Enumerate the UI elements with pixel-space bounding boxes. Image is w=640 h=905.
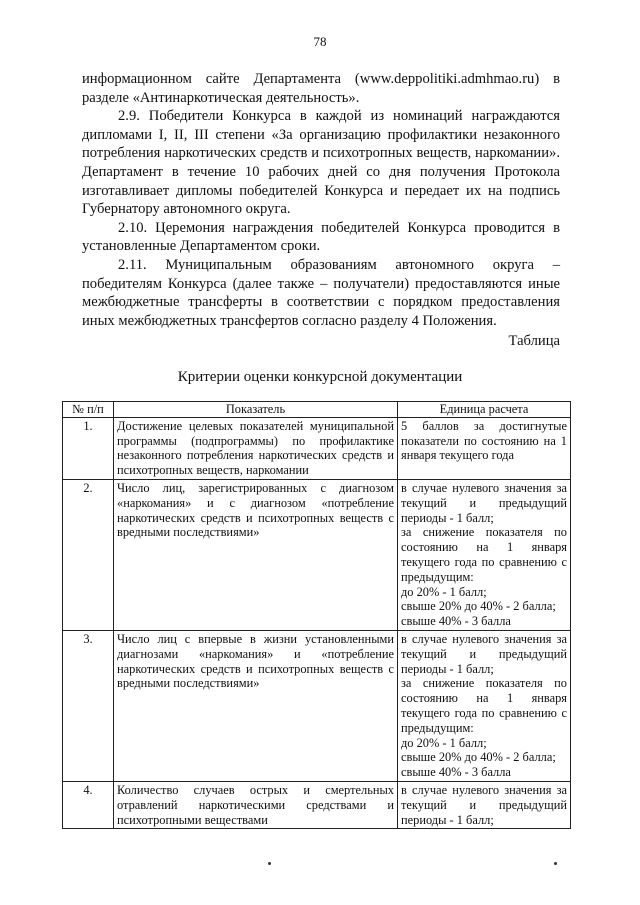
header-indicator: Показатель — [114, 402, 398, 418]
unit-line: до 20% - 1 балл; — [401, 735, 487, 750]
unit-line: в случае нулевого значения за текущий и предыдущий периоды - 1 балл; — [401, 480, 567, 525]
table-row — [63, 417, 571, 479]
row-indicator: Количество случаев острых и смертельных отравлений наркотическими средствами и психотропными веществами — [114, 781, 398, 828]
unit-line: в случае нулевого значения за текущий и предыдущий периоды - 1 балл; — [401, 782, 567, 827]
row-indicator: Достижение целевых показателей муниципальной программы (подпрограммы) по профилактике незаконного потребления наркотических средств и психотропных веществ, наркомании — [114, 417, 398, 479]
row-unit — [398, 781, 571, 828]
unit-line: свыше 20% до 40% - 2 балла; — [401, 750, 556, 765]
row-number: 2. — [63, 479, 114, 630]
row-number: 4. — [63, 781, 114, 828]
row-unit — [398, 630, 571, 781]
paragraph-2-9: 2.9. Победители Конкурса в каждой из номинаций награждаются дипломами I, II, III степени «За организацию профилактики незаконного потребления наркотических средств и психотропных веществ, наркомании». Департамент в течение 10 рабочих дней со дня получения Протокола изготавливает дипломы победителей Конкурса и передает их на подпись Губернатору автономного округа. — [82, 108, 560, 218]
table-row — [63, 781, 571, 828]
criteria-table — [62, 401, 571, 829]
unit-line: свыше 20% до 40% - 2 балла; — [401, 599, 556, 614]
row-number: 3. — [63, 630, 114, 781]
paragraph-2-10: 2.10. Церемония награждения победителей Конкурса проводится в установленные Департаментом сроки. — [82, 219, 560, 255]
table-title: Критерии оценки конкурсной документации — [177, 369, 463, 385]
page-number: 78 — [313, 34, 327, 49]
unit-line: свыше 40% - 3 балла — [401, 614, 511, 629]
scan-speck — [268, 862, 271, 865]
paragraph-2-11: 2.11. Муниципальным образованиям автономного округа – победителям Конкурса (далее также – получатели) предоставляются иные межбюджетные трансферты в соответствии с порядком предоставления иных межбюджетных трансфертов согласно разделу 4 Положения. — [82, 256, 560, 329]
row-unit — [398, 479, 571, 630]
row-indicator: Число лиц с впервые в жизни установленными диагнозами «наркомания» и «потребление наркотических средств и психотропных веществ с вредными последствиями» — [114, 630, 398, 781]
table-row — [63, 630, 571, 781]
body-text — [82, 70, 560, 330]
unit-line: до 20% - 1 балл; — [401, 584, 487, 599]
unit-line: в случае нулевого значения за текущий и предыдущий периоды - 1 балл; — [401, 631, 567, 676]
paragraph-continuation: информационном сайте Департамента (www.deppolitiki.admhmao.ru) в разделе «Антинаркотическая деятельность». — [82, 71, 560, 106]
unit-line: свыше 40% - 3 балла — [401, 765, 511, 780]
unit-line: за снижение показателя по состоянию на 1 января текущего года по сравнению с предыдущим: — [401, 676, 567, 735]
unit-line: 5 баллов за достигнутые показатели по состоянию на 1 января текущего года — [401, 418, 567, 463]
table-header-row — [63, 402, 571, 418]
header-unit: Единица расчета — [398, 402, 571, 418]
row-number: 1. — [63, 417, 114, 479]
scan-speck — [554, 862, 557, 865]
table-label: Таблица — [508, 333, 560, 349]
table-row — [63, 479, 571, 630]
unit-line: за снижение показателя по состоянию на 1 января текущего года по сравнению с предыдущим: — [401, 525, 567, 584]
row-indicator: Число лиц, зарегистрированных с диагнозом «наркомания» и с диагнозом «потребление наркотических средств и психотропных веществ с вредными последствиями» — [114, 479, 398, 630]
header-number: № п/п — [63, 402, 114, 418]
row-unit — [398, 417, 571, 479]
